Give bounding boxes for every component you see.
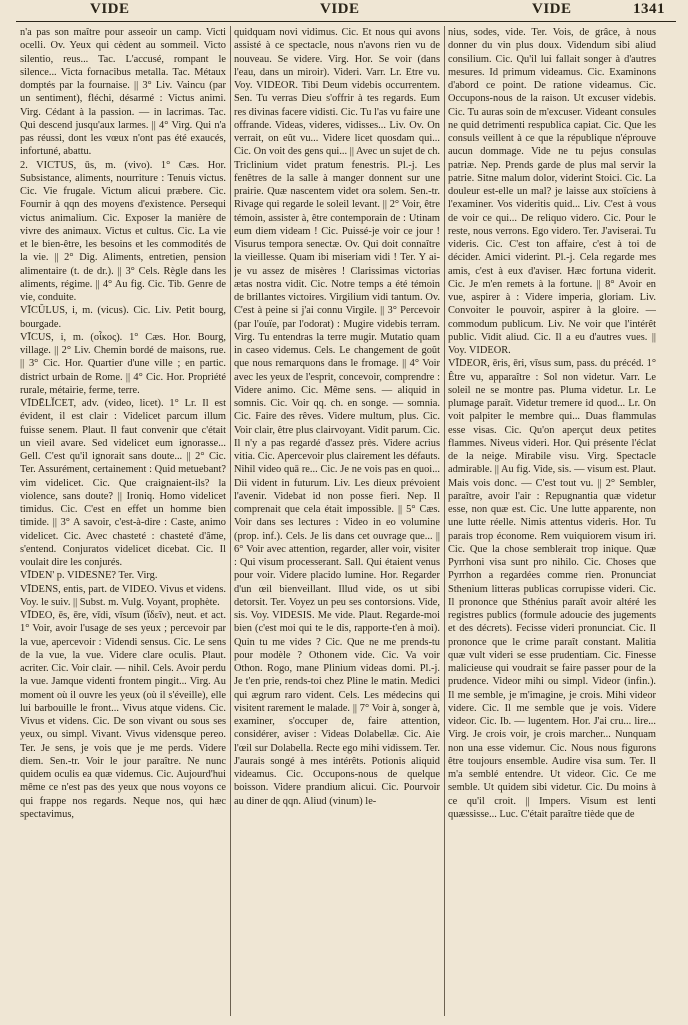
entry-paragraph: VĪDEN' p. VIDESNE? Ter. Virg.: [20, 570, 158, 582]
column-middle: [234, 26, 440, 1018]
column-right: [448, 26, 656, 1018]
entry-paragraph: VĪDĒLĬCET, adv. (video, licet). 1° Lr. Il est évident, il est clair : Videlicet parcum illum fuisse senem. Plaut. Il faut convenir que c'était un vieil avare. Sed videlicet eum ignorasse... Gell. C'est qu'il ignorait sans doute... || 2° Cic. Ter. Assurément, certainement : Quid metuebant? vim videlicet. Cic. Que craignaient-ils? la violence, sans doute? || Ironiq. Homo videlicet timidus. Cic. C'est en effet un homme bien timide. || 3° A savoir, c'est-à-dire : Caste, animo videlicet. Cic. Avec chasteté : chasteté d'âme, s'entend. Conjuratos videlicet dicebat. Cic. Il voulait dire les conjurés.: [20, 398, 226, 568]
header-rule: [16, 21, 676, 22]
entry-paragraph: 2. VICTUS, ūs, m. (vivo). 1° Cæs. Hor. Subsistance, aliments, nourriture : Tenuis victus. Cic. Vie frugale. Victum alicui præbere. Cic. Fournir à qqn des moyens d'existence. Persequi victus animalium. Cic. Exposer la manière de vivre des animaux. Victus et cultus. Cic. La vie et le bien-être, les besoins et les commodités de la vie. || 2° Dig. Aliments, entretien, pension alimentaire (t. de dr.). || 3° Cels. Règle dans les aliments, régime. || 4° Au fig. Cic. Tib. Genre de vie, conduite.: [20, 159, 226, 303]
column-left: [20, 26, 226, 1018]
entry-paragraph: n'a pas son maître pour asseoir un camp. Victi ocelli. Ov. Yeux qui cèdent au sommeil. Victo silentio, reus... Tac. L'accusé, rompant le silence... Victa fornacibus metalla. Tac. Métaux domptés par la fournaise. || 3° Liv. Vaincu (par un sentiment), fléchi, désarmé : Victus animi. Virg. Cédant à la passion. — in lacrimas. Tac. Qui descend jusqu'aux larmes. || 4° Virg. Qui n'a pas réussi, dont les vœux n'ont pas été exaucés, infortuné, abattu.: [20, 27, 226, 158]
column-divider: [444, 26, 445, 1016]
column-divider: [230, 26, 231, 1016]
entry-paragraph: VĪDEO, ēs, ēre, vīdi, vīsum (ἴδεῖν), neut. et act. 1° Voir, avoir l'usage de ses yeux ; percevoir par la vue, apercevoir : Videndi sensus. Cic. Le sens de la vue, la vue. Videre clare oculis. Plaut. acriter. Cic. Voir clair. — nihil. Cels. Avoir perdu la vue. Jamque videnti frontem pingit... Virg. Au moment où il ouvre les yeux (où il s'éveille), elle lui barbouille le front... Vivus atque videns. Cic. Vivus et videns. Cic. De son vivant ou sous ses yeux, ou simpl. Vivant. Vivus vidensque pereo. Ter. Je sens, je vois que je me perds. Videre diem. Sen.-tr. Voir le jour paraître. Ne nunc quidem oculis ea quæ videmus. Cic. Aujourd'hui même ce n'est pas des yeux que nous voyons ce qui frappe nos regards. Neque nos, qui hæc spectavimus,: [20, 610, 226, 820]
entry-paragraph: nius, sodes, vide. Ter. Vois, de grâce, à nous donner du vin plus doux. Videndum sibi aliud consilium. Cic. Qu'il lui fallait songer à d'autres mesures. Id primum videamus. Cic. Examinons d'abord ce point. De ratione videamus. Cic. Occupons-nous de la raison. Ut excuser videbis. Cic. Tu auras soin de m'excuser. Videant consules ne quid detrimenti respublica capiat. Cic. Que les consuls veillent à ce que la république n'éprouve aucun dommage. Vide ne tu pejus consulas patriæ. Nep. Prends garde de plus mal servir la patrie. Sitne malum dolor, viderint Stoici. Cic. La douleur est-elle un mal? je laisse aux stoïciens à l'examiner. Vos videritis quid... Liv. C'est à vous de voir ce qui... De reliquo videro. Cic. Pour le reste, nous verrons. Ego videro. Ter. J'aviserai. Tu videris. Cic. C'est ton affaire, c'est à toi de décider. Amici viderint. Pl.-j. Cela regarde mes amis, c'est à eux d'aviser. Hæc fortuna viderit. Cic. Je m'en remets à la fortune. || 8° Avoir en vue, aspirer à : Videre imperia, gloriam. Liv. Convoiter le pouvoir, aspirer à la gloire. — commodum publicum. Liv. Ne voir que l'intérêt public. Vidit aliud. Cic. Il a eu d'autres vues. || Voy. VIDEOR.: [448, 27, 656, 356]
header-left-word: VIDE: [90, 1, 130, 17]
entry-paragraph: VĪCŬLUS, i, m. (vicus). Cic. Liv. Petit bourg, bourgade.: [20, 305, 226, 330]
entry-paragraph: VĪCUS, i, m. (οἶκος). 1° Cæs. Hor. Bourg, village. || 2° Liv. Chemin bordé de maisons, rue. || 3° Cic. Hor. Quartier d'une ville ; en partic. district urbain de Rome. || 4° Cic. Hor. Propriété rurale, métairie, ferme, terre.: [20, 331, 226, 396]
running-header: [0, 0, 688, 20]
entry-paragraph: VĪDEOR, ēris, ēri, vīsus sum, pass. du précéd. 1° Être vu, apparaître : Sol non videtur. Varr. Le soleil ne se montre pas. Pluma videtur. Lr. Le plumage paraît. Videtur tremere id quod... Lr. On voit palpiter le membre qui... Duas flammulas esse visas. Cic. Qu'on aperçut deux petites flammes. Niveus videri. Hor. Qui présente l'éclat de la neige. Mirabile visu. Virg. Spectacle admirable. || Au fig. Vide, sis. — visum est. Plaut. Mais vois donc. — C'est tout vu. || 2° Sembler, paraître, avoir l'air : Repugnantia quæ videtur esse, non quæ est. Cic. Une lutte apparente, non une lutte réelle. Nimis attentus videris. Hor. Tu parais trop économe. Rem vuiquiorem visum iri. Cic. Que la chose semblerait trop inique. Quæ Pyrrhoni visa sunt pro nihilo. Cic. Choses que Pyrrhon a regardées comme rien. Pronunciat Sthenium litteras publicas corrupisse videri. Cic. Il prononce que Sthénius paraît avoir altéré les registres publics (formule adoucie des jugements et des décrets). Fecisse videri pronunciat. Cic. Il prononce que le crime paraît constant. Malitia quæ vult videri se esse prudentiam. Cic. Finesse malicieuse qui voudrait se faire passer pour de la prudence. Videor mihi ou simpl. Videor (infin.). Il me semble, je m'imagine, je crois. Mihi videor videre. Cic. Il me semble que je vois. Videre videor. Cic. Ib. — lugentem. Hor. J'ai cru... lire... Virg. Je crois voir, je crois marcher... Nunquam non una esse videmur. Cic. Nous nous figurons être toujours ensemble. Audire visa sum. Ter. Il m'a semblé entendre. Ut videor. Cic. Ce me semble. Ut quidem sibi videtur. Cic. Du moins à ce qu'il croit. || Impers. Visum est lenti quæssisse... Luc. C'était paraître tiède que de: [448, 358, 656, 820]
page-number: 1341: [633, 1, 665, 17]
entry-paragraph: quidquam novi vidimus. Cic. Et nous qui avons assisté à ce spectacle, nous n'avons rien vu de nouveau. Se videre. Virg. Hor. Se voir (dans l'eau, dans un miroir). Videri. Varr. Lr. Etre vu. Voy. VIDEOR. Tibi Deum videbis occurrentem. Sen. Tu verras Dieu s'offrir à tes regards. Eum res divinas facere vidisti. Cic. Tu l'as vu faire une offrande. Videas, videres, vidisses... Liv. Ov. On verrait, on eût vu... Videre licet quosdam qui... Cic. On voit des gens qui... || Avec un sujet de ch. Triclinium videt pratum fenestris. Pl.-j. Les fenêtres de la salle à manger donnent sur une prairie. Quæ nascentem videt ora solem. Sen.-tr. Rivage qui regarde le soleil levant. || 2° Voir, être témoin, assister à, être contemporain de : Utinam eum diem videam ! Cic. Puissé-je voir ce jour ! Visurus tempora senectæ. Ov. Qui doit connaître la vieillesse. Quam ibi miseriam vidi ! Ter. Y ai-je vu assez de misères ! Clarissimas victorias ætas nostra vidit. Cic. Notre temps a été témoin de brillantes victoires. Virgilium vidi tantum. Ov. C'est à peine si j'ai connu Virgile. || 3° Percevoir (par l'ouïe, par l'odorat) : Mugire videbis terram. Virg. Tu entendras la terre mugir. Mutatio quam in caseo videmus. Cels. Le changement de goût que nous remarquons dans le fromage. || 4° Voir avec les yeux de l'esprit, concevoir, comprendre : Videre animo. Cic. Même sens. — aliquid in somnis. Cic. Voir qq. ch. en songe. — somnia. Cic. Faire des rêves. Videre multum, plus. Cic. Voir clair, être plus clairvoyant. Vidit parum. Cic. Il n'y a pas regardé d'assez près. Videre acrius vitia. Cic. Apercevoir plus clairement les défauts. Nihil video quā re... Cic. Je ne vois pas en quoi... Dii vident in futurum. Liv. Les dieux prévoient l'avenir. Videbat id non posse fieri. Nep. Il comprenait que cela était impossible. || 5° Cæs. Voir dans ses lectures : Video in eo volumine (prop. inf.). Cels. Je lis dans cet ouvrage que... || 6° Voir avec attention, regarder, aller voir, visiter : Qui visum processerant. Sall. Qui étaient venus pour voir. Videre placido lumine. Hor. Regarder d'un œil bienveillant. Illud vide, os ut sibi detorsit. Ter. Voyez un peu ses contorsions. Vide, sis. Voy. VIDESIS. Me vide. Plaut. Regarde-moi bien (c'est moi qui te le dis, rapporte-t'en à moi). Quin tu me vides ? Cic. Que ne me prends-tu pour modèle ? Othonem vide. Cic. Va voir Othon. Rogo, mane Plinium videas domi. Pl.-j. Je t'en prie, rends-toi chez Pline le matin. Medici qui ægrum raro vident. Cels. Les médecins qui visitent rarement le malade. || 7° Voir à, songer à, examiner, s'occuper de, faire attention, considérer, aviser : Videas Dolabellæ. Cic. Aie l'œil sur Dolabella. Recte ego mihi vidissem. Ter. J'aurais songé à mes intérêts. Potionis aliquid videamus. Cic. Occupons-nous de quelque boisson. Videre prandium alicui. Cic. Pourvoir au diner de qqn. Aliud (vinum) le-: [234, 27, 440, 807]
header-right-word: VIDE: [532, 1, 572, 17]
entry-paragraph: VĪDENS, entis, part. de VIDEO. Vivus et videns. Voy. le suiv. || Subst. m. Vulg. Voyant, prophète.: [20, 583, 226, 608]
header-center-word: VIDE: [320, 1, 360, 17]
